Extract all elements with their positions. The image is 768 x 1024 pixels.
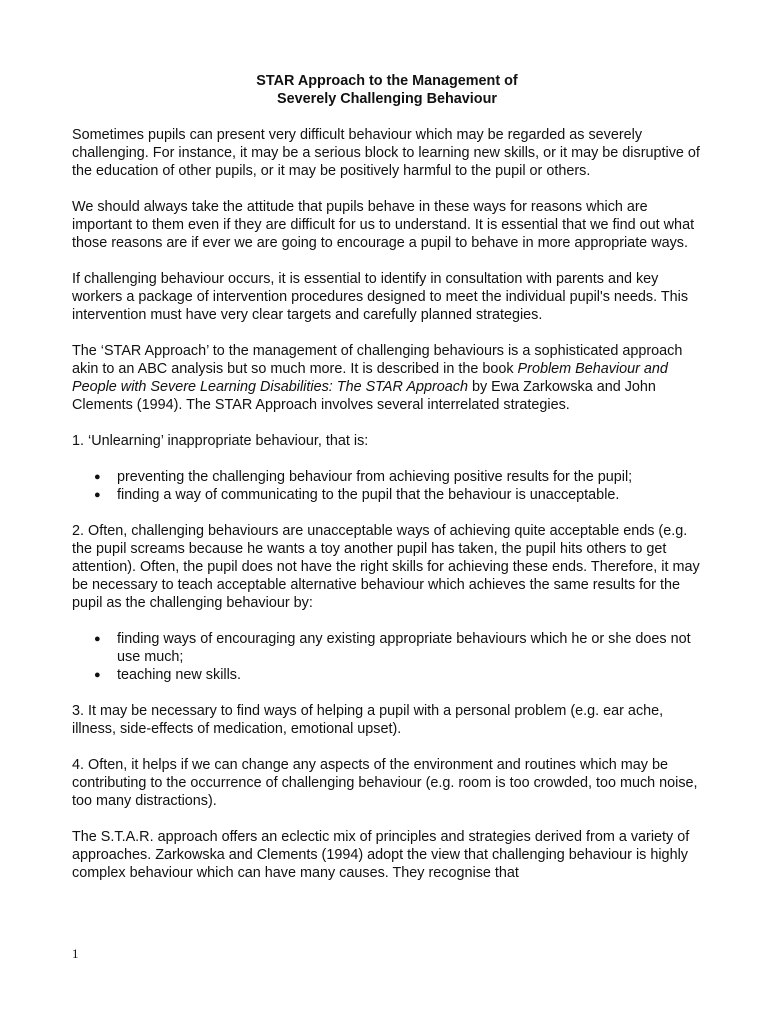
title-line-1: STAR Approach to the Management of	[256, 73, 518, 89]
book-title: Problem Behaviour and People with Severe Learning Disabilities: The STAR Approach	[72, 361, 668, 395]
bullet-icon: ●	[94, 471, 101, 483]
strategy-1-bullet-list	[72, 468, 702, 504]
title-line-2: Severely Challenging Behaviour	[277, 91, 497, 107]
list-item-text: teaching new skills.	[117, 667, 241, 683]
document-title	[72, 72, 702, 108]
list-item	[72, 630, 702, 666]
star-approach-text-1: The ‘STAR Approach’ to the management of challenging behaviours is a sophisticated approach akin to an ABC analysis but so much more. It is described in the book	[72, 343, 683, 377]
paragraph-eclectic-mix: The S.T.A.R. approach offers an eclectic mix of principles and strategies derived from a variety of approaches. Zarkowska and Clements (1994) adopt the view that challenging behaviour is highly complex behaviour which can have many causes. They recognise that	[72, 829, 690, 881]
list-item-text: finding a way of communicating to the pupil that the behaviour is unacceptable.	[117, 487, 620, 503]
strategy-2-paragraph: 2. Often, challenging behaviours are unacceptable ways of achieving quite acceptable ends (e.g. the pupil screams because he wants a toy another pupil has taken, the pupil hits others to get attention). Often, the pupil does not have the right skills for achieving these ends. Therefore, it may be necessary to teach acceptable alternative behaviour which achieves the same results for the pupil as the challenging behaviour by:	[72, 523, 700, 611]
list-item-text: preventing the challenging behaviour from achieving positive results for the pupil;	[117, 469, 633, 485]
strategy-4-paragraph: 4. Often, it helps if we can change any aspects of the environment and routines which may be contributing to the occurrence of challenging behaviour (e.g. room is too crowded, too much noise, too many distractions).	[72, 757, 698, 809]
list-item	[72, 486, 702, 504]
paragraph-intro: Sometimes pupils can present very difficult behaviour which may be regarded as severely challenging. For instance, it may be a serious block to learning new skills, or it may be disruptive of the education of other pupils, or it may be positively harmful to the pupil or others.	[72, 127, 700, 179]
strategy-3-paragraph: 3. It may be necessary to find ways of helping a pupil with a personal problem (e.g. ear ache, illness, side-effects of medication, emotional upset).	[72, 703, 664, 737]
list-item	[72, 666, 702, 684]
bullet-icon: ●	[94, 669, 101, 681]
star-approach-text-2: by Ewa Zarkowska and John Clements (1994). The STAR Approach involves several interrelated strategies.	[72, 379, 656, 413]
strategy-1-intro: 1. ‘Unlearning’ inappropriate behaviour, that is:	[72, 433, 369, 449]
list-item	[72, 468, 702, 486]
document-body	[72, 72, 702, 900]
bullet-icon: ●	[94, 633, 101, 645]
page-number: 1	[72, 946, 79, 961]
bullet-icon: ●	[94, 489, 101, 501]
strategy-2-bullet-list	[72, 630, 702, 684]
list-item-text: finding ways of encouraging any existing appropriate behaviours which he or she does not use much;	[117, 631, 691, 665]
paragraph-star-approach	[72, 342, 702, 414]
paragraph-intervention: If challenging behaviour occurs, it is essential to identify in consultation with parents and key workers a package of intervention procedures designed to meet the individual pupil's needs. This intervention must have very clear targets and carefully planned strategies.	[72, 271, 689, 323]
paragraph-attitude: We should always take the attitude that pupils behave in these ways for reasons which are important to them even if they are difficult for us to understand. It is essential that we find out what those reasons are if ever we are going to encourage a pupil to behave in more appropriate ways.	[72, 199, 695, 251]
